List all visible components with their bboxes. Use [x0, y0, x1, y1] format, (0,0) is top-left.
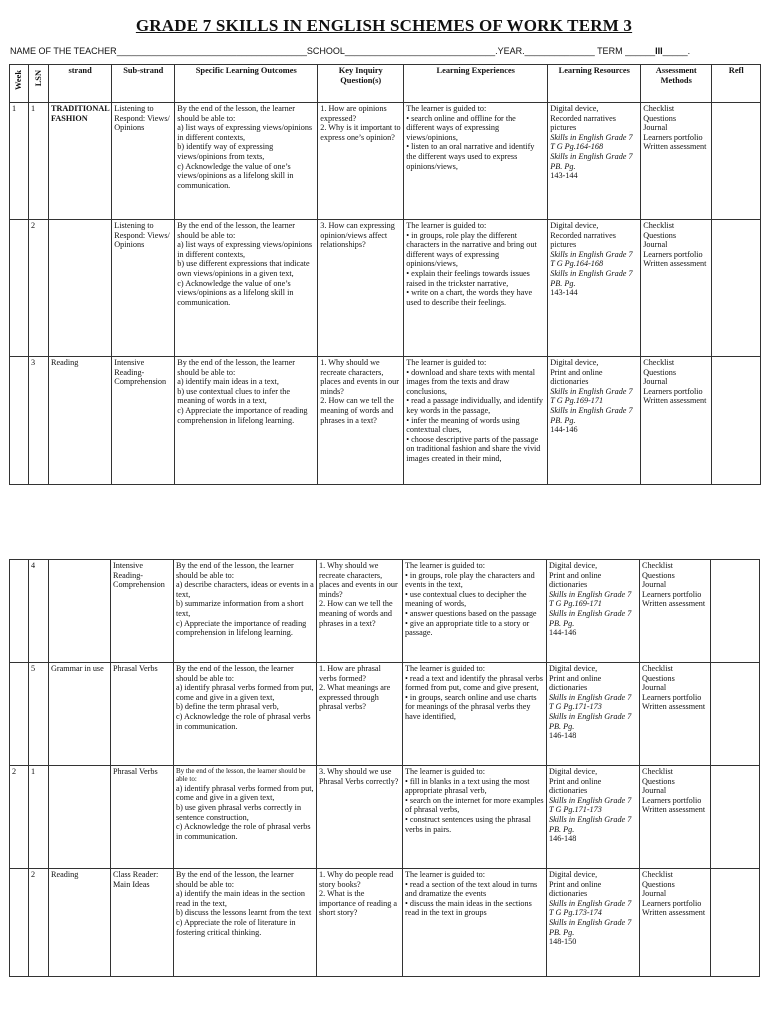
assessment-line: Questions: [643, 367, 676, 377]
resource-line: Skills in English Grade 7 PB. Pg.: [549, 711, 632, 731]
outcome-line: By the end of the lesson, the learner should be able to:: [177, 104, 296, 123]
inquiry-line: 3. Why should we use Phrasal Verbs correctly?: [319, 767, 399, 786]
resource-line: Skills in English Grade 7 T G Pg.164-168: [550, 132, 633, 152]
outcome-line: By the end of the lesson, the learner should be able to:: [176, 664, 294, 683]
experience-line: • in groups, role play the different characters in the narrative and bring out different ways of expressing opinions/views,: [406, 230, 537, 269]
experience-line: • discuss the main ideas in the sections read in the text in groups: [405, 898, 532, 918]
experience-line: • read a text and identify the phrasal verbs formed from put, come and give present,: [405, 673, 543, 693]
outcome-line: c) Acknowledge the value of one’s views/opinions as a lifelong skill in communication.: [177, 278, 294, 307]
assessment-line: Checklist: [642, 664, 673, 673]
resource-line: Skills in English Grade 7 PB. Pg.: [549, 917, 632, 937]
header-refl: Refl: [712, 65, 761, 103]
resource-line: Digital device,: [549, 664, 598, 673]
assessment-line: Written assessment: [643, 259, 707, 269]
outcome-line: By the end of the lesson, the learner should be able to:: [176, 561, 294, 580]
inquiry-cell: [317, 663, 403, 766]
experience-line: • write on a chart, the words they have used to describe their feelings.: [406, 288, 533, 307]
substrand-cell: Listening to Respond: Views/ Opinions: [112, 220, 175, 357]
resources-cell: [548, 220, 641, 357]
experience-line: • in groups, role play the characters and events in the text,: [405, 570, 535, 590]
outcome-line: By the end of the lesson, the learner should be able to:: [176, 870, 294, 889]
outcomes-cell: [174, 869, 317, 977]
substrand-cell: Intensive Reading- Comprehension: [112, 357, 175, 485]
term-label: TERM: [597, 46, 623, 56]
experience-line: • listen to an oral narrative and identify the different ways used to express opinions/views,: [406, 142, 535, 171]
assessment-line: Checklist: [643, 104, 675, 113]
assessment-line: Questions: [643, 230, 676, 240]
week-cell: [10, 220, 29, 357]
assessment-line: Written assessment: [642, 599, 706, 609]
assessment-line: Learners portfolio: [643, 386, 703, 396]
inquiry-line: 3. How can expressing opinion/views affect relationships?: [320, 221, 395, 250]
resource-line: Digital device,: [550, 104, 599, 113]
assessment-line: Written assessment: [642, 805, 706, 815]
resource-line: Skills in English Grade 7 PB. Pg.: [549, 814, 632, 834]
teacher-label: NAME OF THE TEACHER: [10, 46, 117, 56]
assessment-line: Questions: [642, 879, 675, 889]
assessment-line: Checklist: [643, 221, 675, 230]
resources-cell: [548, 357, 641, 485]
inquiry-cell: [318, 357, 404, 485]
assessment-line: Journal: [642, 786, 667, 796]
resource-line: Digital device,: [550, 221, 599, 230]
resource-line: Print and online dictionaries: [549, 673, 602, 693]
resource-line: 146-148: [549, 731, 577, 741]
teacher-blank: ______________________________________: [116, 46, 307, 56]
substrand-cell: Class Reader: Main Ideas: [111, 869, 174, 977]
outcome-line: c) Acknowledge the value of one’s views/opinions as a lifelong skill in communication.: [177, 161, 294, 190]
reflection-cell: [711, 663, 760, 766]
reflection-cell: [711, 869, 760, 977]
week-cell: [10, 357, 29, 485]
inquiry-cell: [317, 766, 403, 869]
table-row: [10, 357, 761, 485]
inquiry-line: 2. What is the importance of reading a short story?: [319, 889, 397, 918]
table-header-row: [10, 65, 761, 103]
outcome-line: By the end of the lesson, the learner should be able to:: [177, 221, 296, 240]
resource-line: Digital device,: [550, 358, 599, 367]
resource-line: 143-144: [550, 171, 578, 181]
assessment-line: Questions: [643, 113, 676, 123]
substrand-cell: Phrasal Verbs: [111, 766, 174, 869]
assessment-cell: [640, 869, 711, 977]
resource-line: Skills in English Grade 7 T G Pg.169-171: [549, 589, 632, 609]
header-inquiry: Key Inquiry Question(s): [318, 65, 404, 103]
assessment-line: Questions: [642, 673, 675, 683]
experiences-cell: [403, 766, 547, 869]
outcomes-cell: [175, 103, 318, 220]
assessment-line: Learners portfolio: [643, 249, 703, 259]
experience-line: The learner is guided to:: [405, 561, 486, 570]
resource-line: Recorded narratives pictures: [550, 113, 616, 133]
outcome-line: b) use different expressions that indicate own views/opinions in a given text,: [177, 259, 310, 278]
experience-line: • explain their feelings towards issues raised in the trickster narrative,: [406, 268, 530, 288]
table-row: [10, 220, 761, 357]
assessment-line: Journal: [643, 377, 668, 387]
assessment-line: Checklist: [642, 561, 673, 570]
week-cell: [10, 560, 29, 663]
assessment-cell: [640, 560, 711, 663]
experience-line: • search online and offline for the different ways of expressing views/opinions,: [406, 113, 516, 142]
resource-line: 146-148: [549, 834, 577, 844]
assessment-line: Checklist: [642, 870, 673, 879]
substrand-cell: Listening to Respond: Views/ Opinions: [112, 103, 175, 220]
outcomes-cell: [175, 357, 318, 485]
assessment-line: Checklist: [642, 767, 673, 776]
resource-line: 143-144: [550, 288, 578, 298]
assessment-line: Written assessment: [642, 908, 706, 918]
scheme-table-page-1: [9, 64, 761, 485]
assessment-line: Journal: [642, 683, 667, 693]
experience-line: The learner is guided to:: [406, 358, 487, 367]
assessment-line: Learners portfolio: [642, 898, 702, 908]
assessment-line: Journal: [642, 580, 667, 590]
table-row: [10, 766, 760, 869]
inquiry-line: 2. What meanings are expressed through phrasal verbs?: [319, 683, 391, 712]
resources-cell: [547, 869, 640, 977]
outcome-line: b) use given phrasal verbs correctly in sentence construction,: [176, 803, 302, 822]
resource-line: Skills in English Grade 7 PB. Pg.: [550, 151, 633, 171]
assessment-line: Checklist: [643, 358, 675, 367]
resource-line: Skills in English Grade 7 PB. Pg.: [549, 608, 632, 628]
reflection-cell: [711, 560, 760, 663]
table-row: [10, 663, 760, 766]
experience-line: • give an appropriate title to a story or passage.: [405, 618, 530, 638]
outcome-line: a) list ways of expressing views/opinions in different contexts,: [177, 123, 313, 142]
inquiry-line: 1. Why should we recreate characters, places and events in our minds?: [319, 561, 398, 599]
inquiry-line: 1. Why should we recreate characters, places and events in our minds?: [320, 358, 399, 396]
resource-line: Skills in English Grade 7 PB. Pg.: [550, 268, 633, 288]
year-label: YEAR: [497, 46, 523, 56]
experience-line: • choose descriptive parts of the passage on traditional fashion and share the vivid images created in their mind,: [406, 434, 541, 463]
inquiry-line: 1. Why do people read story books?: [319, 870, 394, 889]
experiences-cell: [403, 663, 547, 766]
outcome-line: c) Appreciate the importance of reading comprehension in lifelong learning.: [176, 618, 307, 638]
strand-cell: Reading: [49, 357, 112, 485]
outcomes-cell: [175, 220, 318, 357]
outcome-line: b) identify way of expressing views/opinions from texts,: [177, 142, 274, 161]
term-blank-right: _____.: [662, 46, 691, 56]
outcome-line: b) discuss the lessons learnt from the text: [176, 908, 312, 918]
header-week: Week: [10, 65, 29, 103]
strand-cell: TRADITIONAL FASHION: [49, 103, 112, 220]
week-cell: 1: [10, 103, 29, 220]
strand-cell: Grammar in use: [49, 663, 111, 766]
resource-line: Digital device,: [549, 767, 598, 776]
resource-line: Skills in English Grade 7 PB. Pg.: [550, 405, 633, 425]
assessment-line: Written assessment: [642, 702, 706, 712]
substrand-cell: Intensive Reading- Comprehension: [111, 560, 174, 663]
assessment-line: Learners portfolio: [642, 795, 702, 805]
resources-cell: [547, 560, 640, 663]
reflection-cell: [712, 103, 761, 220]
week-cell: [10, 869, 29, 977]
resource-line: Skills in English Grade 7 T G Pg.173-174: [549, 898, 632, 918]
assessment-line: Questions: [642, 570, 675, 580]
experience-line: The learner is guided to:: [406, 221, 487, 230]
lsn-cell: 2: [29, 220, 49, 357]
reflection-cell: [711, 766, 760, 869]
resource-line: Print and online dictionaries: [549, 879, 602, 899]
assessment-cell: [641, 103, 712, 220]
outcome-line: c) Appreciate the importance of reading comprehension in lifelong learning.: [177, 405, 308, 425]
assessment-line: Journal: [643, 123, 668, 133]
resource-line: Skills in English Grade 7 T G Pg.169-171: [550, 386, 633, 406]
header-strand: strand: [49, 65, 112, 103]
resource-line: 148-150: [549, 937, 577, 947]
header-lsn: LSN: [29, 65, 49, 103]
inquiry-line: 2. How can we tell the meaning of words and phrases in a text?: [319, 599, 393, 628]
experience-line: • fill in blanks in a text using the most appropriate phrasal verb,: [405, 776, 530, 796]
assessment-line: Learners portfolio: [643, 132, 703, 142]
outcome-line: a) identify main ideas in a text,: [177, 377, 279, 387]
inquiry-cell: [318, 103, 404, 220]
page-title: GRADE 7 SKILLS IN ENGLISH SCHEMES OF WORK TERM 3: [135, 16, 633, 35]
experience-line: The learner is guided to:: [406, 104, 487, 113]
outcomes-cell: [174, 560, 317, 663]
assessment-line: Journal: [642, 889, 667, 899]
table-row: [10, 560, 760, 663]
experiences-cell: [403, 560, 547, 663]
outcome-line: By the end of the lesson, the learner should be able to:: [177, 358, 296, 377]
resource-line: Print and online dictionaries: [550, 367, 603, 387]
inquiry-line: 2. How can we tell the meaning of words and phrases in a text?: [320, 396, 394, 425]
resource-line: Recorded narratives pictures: [550, 230, 616, 250]
lsn-cell: 4: [29, 560, 49, 663]
experience-line: • use contextual clues to decipher the meaning of words,: [405, 589, 527, 609]
outcome-line: b) use contextual clues to infer the meaning of words in a text,: [177, 386, 291, 406]
week-cell: [10, 663, 29, 766]
reflection-cell: [712, 357, 761, 485]
experience-line: • read a section of the text aloud in turns and dramatize the events: [405, 879, 538, 899]
experiences-cell: [403, 869, 547, 977]
outcome-line: c) Acknowledge the role of phrasal verbs in communication.: [176, 822, 311, 841]
assessment-line: Questions: [642, 776, 675, 786]
resource-line: 144-146: [549, 628, 577, 638]
experience-line: The learner is guided to:: [405, 870, 486, 879]
inquiry-line: 2. Why is it important to express one’s opinion?: [320, 123, 401, 142]
table-row: [10, 869, 760, 977]
outcomes-cell: [174, 766, 317, 869]
outcome-line: a) identify phrasal verbs formed from put, come and give in a given text,: [176, 783, 314, 803]
experience-line: • infer the meaning of words using contextual clues,: [406, 415, 520, 435]
experiences-cell: [404, 357, 548, 485]
outcomes-cell: [174, 663, 317, 766]
outcome-line: b) summarize information from a short text,: [176, 599, 304, 618]
strand-cell: [49, 766, 111, 869]
assessment-cell: [641, 220, 712, 357]
inquiry-line: 1. How are opinions expressed?: [320, 104, 387, 123]
outcome-line: a) describe characters, ideas or events in a text,: [176, 580, 314, 599]
resource-line: 144-146: [550, 425, 578, 435]
lsn-cell: 1: [29, 766, 49, 869]
school-label: SCHOOL: [306, 46, 345, 56]
header-outcomes: Specific Learning Outcomes: [175, 65, 318, 103]
assessment-cell: [641, 357, 712, 485]
resource-line: Digital device,: [549, 561, 598, 570]
reflection-cell: [712, 220, 761, 357]
outcome-line: a) list ways of expressing views/opinions in different contexts,: [177, 240, 313, 259]
inquiry-cell: [317, 560, 403, 663]
inquiry-cell: [318, 220, 404, 357]
outcome-line: a) identify the main ideas in the section read in the text,: [176, 889, 305, 908]
strand-cell: [49, 220, 112, 357]
scheme-table-page-2: [9, 559, 760, 977]
inquiry-cell: [317, 869, 403, 977]
experience-line: The learner is guided to:: [405, 664, 486, 673]
outcome-line: b) define the term phrasal verb,: [176, 702, 279, 712]
lsn-cell: 1: [29, 103, 49, 220]
lsn-cell: 5: [29, 663, 49, 766]
substrand-cell: Phrasal Verbs: [111, 663, 174, 766]
inquiry-line: 1. How are phrasal verbs formed?: [319, 664, 381, 683]
header-assessment: Assessment Methods: [641, 65, 712, 103]
resource-line: Skills in English Grade 7 T G Pg.171-173: [549, 795, 632, 815]
assessment-cell: [640, 766, 711, 869]
lsn-cell: 3: [29, 357, 49, 485]
experience-line: • search on the internet for more examples of phrasal verbs,: [405, 795, 544, 815]
header-substrand: Sub-strand: [112, 65, 175, 103]
assessment-line: Learners portfolio: [642, 589, 702, 599]
header-experiences: Learning Experiences: [404, 65, 548, 103]
experience-line: The learner is guided to:: [405, 767, 486, 776]
strand-cell: [49, 560, 111, 663]
resources-cell: [547, 766, 640, 869]
experience-line: • read a passage individually, and identify key words in the passage,: [406, 396, 543, 415]
experience-line: • answer questions based on the passage: [405, 608, 537, 618]
resources-cell: [548, 103, 641, 220]
assessment-line: Written assessment: [643, 142, 707, 152]
experience-line: • construct sentences using the phrasal verbs in pairs.: [405, 814, 531, 834]
assessment-cell: [640, 663, 711, 766]
resource-line: Skills in English Grade 7 T G Pg.164-168: [550, 249, 633, 269]
assessment-line: Written assessment: [643, 396, 707, 406]
resource-line: Print and online dictionaries: [549, 776, 602, 796]
resources-cell: [547, 663, 640, 766]
term-value: III: [655, 46, 663, 56]
lsn-cell: 2: [29, 869, 49, 977]
resource-line: Skills in English Grade 7 T G Pg.171-173: [549, 692, 632, 712]
week-cell: 2: [10, 766, 29, 869]
document-meta: NAME OF THE TEACHER______________________________________SCHOOL______________________________.YEAR.______________ TERM ______III_____.: [10, 46, 691, 56]
school-blank: ______________________________: [344, 46, 496, 56]
assessment-line: Learners portfolio: [642, 692, 702, 702]
assessment-line: Journal: [643, 240, 668, 250]
outcome-line: c) Appreciate the role of literature in fostering critical thinking.: [176, 917, 296, 937]
year-blank: ______________: [524, 46, 595, 56]
resource-line: Print and online dictionaries: [549, 570, 602, 590]
table-row: [10, 103, 761, 220]
outcome-line: c) Acknowledge the role of phrasal verbs in communication.: [176, 711, 311, 731]
resource-line: Digital device,: [549, 870, 598, 879]
experiences-cell: [404, 220, 548, 357]
experience-line: • download and share texts with mental images from the texts and draw conclusions,: [406, 367, 536, 396]
strand-cell: Reading: [49, 869, 111, 977]
experiences-cell: [404, 103, 548, 220]
experience-line: • in groups, search online and use charts for meanings of the phrasal verbs they have identified,: [405, 692, 537, 721]
outcome-line: By the end of the lesson, the learner should be able to:: [176, 767, 306, 784]
outcome-line: a) identify phrasal verbs formed from put, come and give in a given text,: [176, 683, 314, 702]
header-resources: Learning Resources: [548, 65, 641, 103]
term-blank-left: ______: [625, 46, 656, 56]
